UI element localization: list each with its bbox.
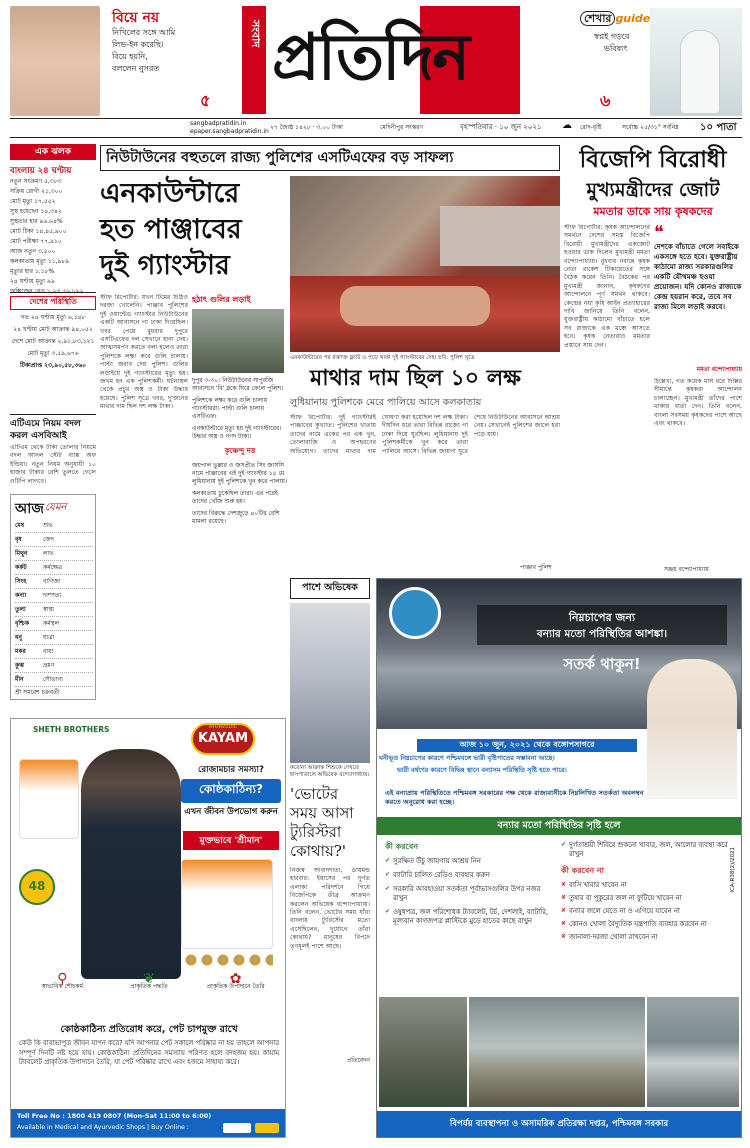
govt-dos	[385, 841, 555, 931]
rashi-note: সৌভাগ্য	[43, 676, 63, 683]
right-teaser-brand-b: guide	[615, 12, 651, 25]
paashe-body: নিজস্ব সংবাদদাতা, ডায়মন্ড হারবার: ইয়াসের পর দুর্গত এলাকা পরিদর্শনে গিয়ে বিজেপিকে তীব্র আক্রমণ করলেন অভিষেক বন্দ্যোপাধ্যায়। তিনি বলেন, ভোটের সময় যাঁরা বাংলায় ট্যুরিস্টের মতো এসেছিলেন, দুর্যোগে তাঁরা কোথায়? মানুষের বিপদে তৃণমূলই পাশে আছে।	[290, 867, 370, 950]
edition-line: ২৭ জ্যৈষ্ঠ ১৪২৮ · ৩.০০ টাকা	[270, 124, 343, 131]
sub-byline: পাঞ্জাব পুলিশ	[520, 564, 552, 571]
flood-photo-3	[647, 997, 739, 1107]
rashi-name: কুম্ভ	[15, 662, 24, 669]
check-icon: ✔	[385, 871, 391, 878]
left-teaser-photo	[10, 6, 100, 116]
govt-ad[interactable]	[376, 578, 742, 1138]
do-head: কী করবেন	[385, 842, 419, 851]
logo-prefix-text: সংবাদ	[249, 20, 262, 48]
ad-product-jar	[19, 759, 79, 839]
web-url-1[interactable]: sangbadpratidin.in	[190, 120, 247, 127]
ad-badge-text: 48	[28, 879, 46, 893]
rashi-row	[15, 659, 93, 673]
cross-icon: ✘	[561, 881, 567, 888]
rashi-name: তুলা	[15, 606, 26, 613]
do-item	[385, 908, 555, 926]
rashi-note: কর্মস্থল	[43, 620, 59, 627]
govt-footer: বিপর্যয় ব্যবস্থাপনা ও অসামরিক প্রতিরক্ষা দপ্তর, পশ্চিমবঙ্গ সরকার	[377, 1111, 741, 1137]
rashi-name: সিংহ	[15, 578, 27, 585]
desher-stat: টিকাপ্রাপ্ত ২৩,৯০,৫৮,৩৬০	[19, 362, 87, 369]
lead-bullet: পুলিশকে লক্ষ্য করে গুলি চালায় গ্যাংস্টাররা। পাল্টা গুলি চালায় এসটিএফ।	[192, 397, 268, 420]
left-teaser-title[interactable]: বিয়ে নয়	[112, 10, 160, 26]
sidebar-rule-2	[10, 414, 96, 415]
rashi-row	[15, 533, 93, 547]
ad-model	[81, 749, 181, 979]
rashi-name: কর্কট	[15, 564, 27, 571]
rashi-note: শুভ	[43, 522, 53, 529]
stat-row: মোট টিকা ১৪,৪৫,৯০০	[10, 228, 67, 235]
weather: রোদ-বৃষ্টি	[580, 124, 602, 131]
flipkart-logo-icon[interactable]	[255, 1123, 279, 1133]
masthead	[0, 0, 750, 162]
govt-alert-3: ভারী বর্ষণের কারণে বিভিন্ন স্থানে বন্যাসম পরিস্থিতি সৃষ্টি হতে পারে।	[397, 766, 567, 774]
lead-bullet-2: জয়পাল ভুল্লার ও জসপ্রীত সিং জাসসি নামে পাঞ্জাবের এই দুই গ্যাংস্টার ১৫ মে লুধিয়ানায় দুই পুলিশকে খুন করে পালায়।	[192, 462, 288, 485]
rashi-name: মীন	[15, 676, 24, 683]
dont-text: বাসি খাবার খাবেন না	[569, 881, 627, 889]
rashi-name: মেষ	[15, 522, 25, 529]
ad-body: কেউ কি বাবাভাপুত্র জীবন যাপন করে? যদি আপনার পেট সকালে পরিষ্কার না হয় তাহলে আপনার সম্পূর্ণ দিনটি নষ্ট হয়ে যায়। কোষ্ঠকাঠিন্য প্রতিদিনের সমস্যায় পরিণত হলে বদহজম হয়। কায়াম ট্যাবলেট প্রাকৃতিক উপাদানে তৈরি, যা পেট পরিষ্কার রাখে এবং হজমে সাহায্য করে।	[19, 1039, 279, 1067]
paashe-caption: করোনা আক্রান্ত শিশুকে দেখতে হাসপাতালে অভিষেক বন্দ্যোপাধ্যায়।	[290, 765, 370, 778]
paashe-quote-head[interactable]: 'ভোটের সময় আসা ট্যুরিস্টরা কোথায়?'	[290, 785, 354, 860]
sub-headline[interactable]: মাথার দাম ছিল ১০ লক্ষ	[310, 366, 521, 391]
sidebar	[10, 144, 96, 704]
dont-text: কোনও খোলা বৈদ্যুতিক যন্ত্রপাতি ব্যবহার করবেন না	[569, 920, 707, 928]
rashi-row	[15, 603, 93, 617]
rashi-row	[15, 519, 93, 533]
ad-q4: মুক্তভাবে 'শ্রীমান'	[183, 831, 279, 850]
rashi-name: বৃশ্চিক	[15, 620, 30, 627]
do-text: সুরক্ষিত উঁচু জায়গায় আশ্রয় নিন	[393, 857, 481, 865]
rashi-note: দাম্পত্য	[43, 592, 62, 599]
govt-band: বন্যার মতো পরিস্থিতির সৃষ্টি হলে	[377, 817, 741, 835]
rashi-note: বাণিজ্য	[43, 578, 61, 585]
stat-row: সুস্থতার হার ৯৬.৬৪%	[10, 218, 63, 225]
ad-tagline: কোষ্ঠকাঠিন্য প্রতিরোধ করে, পেট চাপমুক্ত রাখে	[60, 1024, 238, 1035]
lead-headline-line-2: হত পাঞ্জাবের	[100, 214, 242, 245]
ad-product-box	[181, 859, 273, 949]
lead-photo[interactable]	[290, 176, 560, 352]
left-teaser-line-3: বিয়ে হয়নি,	[112, 52, 148, 61]
check-icon: ✔	[385, 857, 391, 864]
cross-icon: ✘	[561, 933, 567, 940]
do-item	[561, 841, 733, 859]
govt-donts	[561, 841, 733, 946]
ad-icon-label: প্রাকৃতিক উপাদানে তৈরি	[206, 983, 265, 990]
lead-kicker[interactable]: নিউটাউনের বহুতলে রাজ্য পুলিশের এসটিএফের বড় সাফল্য	[106, 150, 454, 166]
ad-q2: কোষ্ঠকাঠিন্য?	[181, 779, 281, 803]
govt-alert-2: ঘনীভূত নিম্নচাপের কারণে পশ্চিমবঙ্গে ভারী বৃষ্টিপাতের সম্ভাবনা আছে।	[379, 754, 555, 762]
stat-row: সুস্থ হয়েছেন ১৪,৩৪২	[10, 208, 62, 215]
rashi-name: মকর	[15, 648, 26, 655]
sidebar-rule	[10, 292, 96, 293]
rashi-note: জেদ	[43, 536, 54, 543]
do-text: দুর্গতাশ্রয়ী শিবিরে শুকনো খাবার, জল, আলোর ব্যবস্থা করে রাখুন	[569, 841, 728, 858]
right-kicker: মমতার ডাকে সায় কৃষকদের	[593, 205, 713, 218]
rashi-row	[15, 645, 93, 659]
dont-text: বন্যার জলে যেতে না ও এগিয়ে যাবেন না	[569, 907, 680, 915]
ad-tablets	[181, 951, 273, 969]
sub-body: স্টাফ রিপোর্টার: দুই গ্যাংস্টারই পাঞ্জাবের কুখ্যাত। পুলিশের খাতায় তাদের নামে একের পর এক খুন, তোলাবাজি ও অপহরণের অভিযোগ। তাদের মাথার দাম ঘোষণা করা হয়েছিল দশ লক্ষ টাকা। দীর্ঘদিন ধরে তারা বিভিন্ন রাজ্যে গা ঢাকা দিয়ে ঘুরছিল। লুধিয়ানায় দুই পুলিশকর্মীকে খুন করে তারা পালিয়ে আসে। বিভিন্ন জায়গা ঘুরে শেষে নিউটাউনের আবাসনে আশ্রয় নেয়। সেখানেই পুলিশের জালে ধরা পড়ে যায়।	[290, 414, 560, 455]
rashi-row	[15, 631, 93, 645]
dateline-rule-top	[10, 118, 742, 119]
ad-avail: Available in Medical and Ayurvedic Shops | Buy Online :	[17, 1124, 189, 1131]
ad-icon-row	[19, 971, 279, 1019]
ad-icon-item	[201, 971, 271, 1019]
ad-q1: রোজামচার সমস্যা?	[198, 765, 264, 775]
rashi-note: লাভ	[43, 550, 54, 557]
sub-kicker: লুধিয়ানায় পুলিশকে মেরে পালিয়ে আসে কলকাতায়	[290, 397, 482, 408]
lead-bullet-2: কলকাতায় ঢুকেছিল তারা। এর পরেই তাদের খোঁজ শুরু হয়।	[192, 490, 279, 505]
ad-q3: এখন জীবন উপভোগ করুন	[184, 807, 278, 817]
desher-stat: মোট মৃত্যু ৩,৫৯,৬৭৬	[27, 350, 79, 357]
rashi-note: ভ্রমণ	[43, 662, 55, 669]
stat-row: ২৪ ঘণ্টায় মৃত্যু ৯৯	[10, 278, 55, 285]
ad-brand: KAYAM	[197, 731, 249, 746]
right-teaser-brand-a: শেখার	[580, 11, 615, 26]
stat-row: আজ নতুন ৩,৫০০	[10, 248, 56, 255]
rashi-row	[15, 617, 93, 631]
right-body-2: উল্লেখ্য, গত কয়েক মাস ধরে দিল্লির সীমান্তে কৃষকরা আন্দোলন চালাচ্ছেন। মুখ্যমন্ত্রী তাঁদের পাশে থাকার বার্তা দেন। তিনি বলেন, বাংলা সবসময় কৃষকদের পাশে আছে এবং থাকবে।	[654, 378, 742, 428]
rashi-note: বাধা	[43, 648, 54, 655]
logo[interactable]: প্রতিদিন	[272, 20, 469, 95]
atm-headline[interactable]: এটিএমে নিয়ম বদল করল এসবিআই	[10, 419, 81, 441]
right-teaser-page: ৬	[600, 91, 611, 110]
dont-text: তুষার বা পুকুরের জল না ফুটিয়ে খাবেন না	[569, 894, 682, 902]
do-text: সরকারি আবহাওয়া সতর্কতা পূর্বাভাসগুলির উপর নজর রাখুন	[393, 885, 541, 902]
ad-brand-sub: AYURVEDIC	[208, 724, 238, 730]
leaf-icon: ❦	[143, 971, 155, 987]
govt-line3: সতর্ক থাকুন!	[563, 655, 641, 673]
temperature: সর্বোচ্চ ২৫/৩১° সর্বনিম্ন	[622, 124, 679, 131]
dont-item	[561, 894, 733, 903]
lead-headline[interactable]	[100, 176, 286, 284]
lead-headline-line-3: দুই গ্যাংস্টার	[100, 250, 230, 281]
do-text: ব্যাটারি চালিত রেডিও ব্যবহার করুন	[393, 871, 490, 879]
lead-bullet: দুপুর ৩-৩০: নিউটাউনের সাপুরজি আবাসনে 'বি' ব্লকে ঘিরে ফেলে পুলিশ।	[192, 377, 284, 392]
herb-icon: ✿	[229, 971, 242, 987]
flood-photo-1	[379, 997, 467, 1107]
astro-byline: শ্রী সমরেশ চক্রবর্তী	[15, 689, 60, 696]
right-story	[564, 144, 742, 576]
lead-sidebar-head: হঠাৎ গুলির লড়াই	[192, 295, 251, 304]
right-body: স্টাফ রিপোর্টার: কৃষক আন্দোলনের সমর্থনে দেশের সমস্ত বিজেপি বিরোধী মুখ্যমন্ত্রীদের একজোট হওয়ার ডাক দিলেন মুখ্যমন্ত্রী মমতা বন্দ্যোপাধ্যায়। বুধবার নবান্নে কৃষক নেতা রাকেশ টিকায়েতের সঙ্গে বৈঠক করেন তিনি। বৈঠকের পর মুখ্যমন্ত্রী জানান, কৃষকদের আন্দোলনে পূর্ণ সমর্থন থাকবে। কেন্দ্রের নয়া কৃষি আইন প্রত্যাহারের দাবি জানিয়ে তিনি বলেন, যুক্তরাষ্ট্রীয় কাঠামো বাঁচাতে হলে সব রাজ্যকে এক মঞ্চে আসতে হবে। কৃষক নেতারাও মমতার প্রস্তাবে সায় দেন।	[564, 224, 650, 349]
cross-icon: ✘	[561, 894, 567, 901]
rashi-name: ধনু	[15, 634, 22, 641]
govt-alert-1: আজ ১০ জুন, ২০২১ থেকে বঙ্গোপসাগরে	[417, 739, 637, 752]
right-quote: দেশকে বাঁচাতে গেলে সবাইকে একসঙ্গে হতে হবে। যুক্তরাষ্ট্রীয় কাঠামো রাজ্য সরকারগুলির একটি যৌথমঞ্চ হওয়া প্রয়োজন। যদি কোনও রাজ্যকে কেন্দ্র হয়রান করে, তবে সব রাজ্য মিলে লড়াই করবে।	[654, 242, 742, 311]
stat-row: মোট মৃত্যু ১৭,৫৫২	[10, 198, 56, 205]
ad-footer	[11, 1109, 285, 1137]
lab-person-silhouette	[680, 30, 720, 114]
lead-body: স্টাফ রিপোর্টার: যখন টিমের চিঠিও দরজা খোলেনি। পাঞ্জাব পুলিশের দুই ওয়ান্টেড গ্যাংস্টার নিউটাউনের একটি আবাসনে গা ঢাকা দিয়েছিল। খবর পেয়ে বুধবার দুপুরে এসটিএফের দল সেখানে হানা দেয়। আত্মসমর্পণ করতে বলা হলেও তারা পুলিশকে লক্ষ্য করে গুলি চালায়। পাল্টা জবাব দেয় পুলিশ। গুলির লড়াইয়ে দুই গ্যাংস্টারের মৃত্যু হয়। জখম হন এক পুলিশকর্মী। ঘটনাস্থল থেকে প্রচুর অস্ত্র ও টাকা উদ্ধার হয়েছে। পুলিশ সূত্রে খবর, দু'জনের মাথার দাম ছিল দশ লক্ষ টাকা।	[100, 294, 188, 411]
paashe-head[interactable]: পাশে অভিষেক	[290, 578, 370, 599]
right-quote-box	[654, 224, 742, 364]
do-item	[385, 857, 555, 866]
ayurveda-ad[interactable]	[10, 718, 286, 1138]
dont-item	[561, 933, 733, 942]
ad-icon-label: প্রাকৃতিক পদ্ধতি	[130, 983, 168, 990]
quote-mark-icon: ❝	[654, 222, 664, 243]
flood-photo-2	[469, 997, 645, 1107]
ad-icon-item	[27, 971, 97, 1019]
check-icon: ✔	[385, 908, 391, 915]
bangla24-label: বাংলায় ২৪ ঘণ্টায়	[10, 166, 72, 176]
left-teaser-line-4: বললেন নুসরত	[112, 64, 160, 73]
left-teaser-line-1: নিখিলের সঙ্গে আমি	[112, 28, 176, 37]
desher-stat: গত ২৪ ঘণ্টায় মৃত্যু ৬,১৪৮	[20, 314, 86, 321]
lead-bullet: এনকাউন্টারে মৃত্যু হয় দুই গ্যাংস্টারের। উদ্ধার অস্ত্র ও নগদ টাকা।	[192, 425, 282, 440]
location-line: মেদিনীপুর সংস্করণ	[380, 124, 424, 131]
rashi-note: যাত্রা	[43, 634, 55, 641]
govt-line2: বন্যার মতো পরিস্থিতির আশঙ্কা।	[536, 628, 668, 640]
photo-body	[340, 286, 490, 326]
govt-line1: নিম্নচাপের জন্য	[568, 611, 636, 624]
desher-label: দেশের পরিস্থিতি	[10, 296, 96, 310]
do-item	[385, 871, 555, 880]
right-quote-by: মমতা বন্দ্যোপাধ্যায়	[696, 366, 742, 373]
lead-bullet-2: তাদের বিরুদ্ধে দেশজুড়ে ৪০টির বেশি মামলা রয়েছে।	[192, 510, 280, 525]
right-byline: সঞ্জয় বন্দ্যোপাধ্যায়	[664, 566, 709, 573]
horoscope-box	[10, 494, 96, 700]
desher-stat: ২৪ ঘণ্টায় মোট আক্রান্ত ৯৪,০৫২	[13, 326, 93, 333]
govt-code: ICA-R38(2)/2021	[730, 847, 736, 893]
ek-jhalak-label: এক ঝলক	[10, 144, 96, 160]
rashi-name: মিথুন	[15, 550, 28, 557]
right-headline-line-1[interactable]: বিজেপি বিরোধী	[579, 147, 727, 173]
lead-headline-line-1: এনকাউন্টারে	[100, 178, 240, 209]
do-item	[385, 885, 555, 903]
ad-icon-label: স্বাভাবিক শৌচকর্ম	[41, 983, 83, 990]
cross-icon: ✘	[561, 907, 567, 914]
day-line: বৃহস্পতিবার · ১০ জুন ২০২১	[460, 123, 542, 131]
ad-company: SHETH BROTHERS	[33, 725, 110, 734]
dont-text: জানালা-দরজা খোলা রাখবেন না	[569, 933, 658, 941]
ad-icon-item	[114, 971, 184, 1019]
cm-photo	[647, 659, 737, 799]
lead-sidebar-box	[192, 294, 288, 710]
dont-item	[561, 881, 733, 890]
aaj-label: আজ	[15, 501, 44, 517]
rashi-row	[15, 547, 93, 561]
check-icon: ✔	[385, 885, 391, 892]
stat-row: মৃত্যুর হার ১.১৮%	[10, 268, 55, 275]
lead-photo-caption: এনকাউন্টারের পর রক্তাক্ত ফ্ল্যাট ও পড়ে থাকা দুই গ্যাংস্টারের দেহ। ছবি: পুলিশ সূত্রে	[290, 355, 475, 361]
rashi-row	[15, 575, 93, 589]
rashi-note: স্বাস্থ্য	[43, 606, 55, 613]
dont-head: কী করবেন না	[561, 866, 604, 875]
paashe-photo	[290, 603, 370, 763]
left-teaser-line-2: লিভ-ইন করেছি।	[112, 40, 164, 49]
right-teaser-line-2: ভবিষ্যৎ	[604, 44, 628, 53]
right-teaser-line-1: স্বপ্নই গড়বে	[594, 32, 630, 41]
dont-item	[561, 920, 733, 929]
jemon-label: যেমন	[45, 502, 67, 513]
stat-row: মোট পরীক্ষা ৭৭,৯১০	[10, 238, 62, 245]
do-text: ওষুধপত্র, জল পরিশোধক ট্যাবলেট, টর্চ, দেশলাই, ব্যাটারি, মূল্যবান কাগজপত্র প্লাস্টিকে মুড়ে হাতের কাছে রাখুন	[393, 908, 548, 925]
stat-row: নতুন সংক্রমণ ৫,৩৮৩	[10, 178, 62, 185]
web-url-2[interactable]: epaper.sangbadpratidin.in	[190, 128, 269, 135]
ad-tollfree[interactable]: Toll Free No : 1800 419 0807 (Mon-Sat 11:00 to 6:00)	[17, 1112, 212, 1120]
govt-emblem-icon	[389, 587, 441, 639]
photo-bed	[440, 206, 560, 266]
right-headline-line-2[interactable]: মুখ্যমন্ত্রীদের জোট	[586, 179, 720, 201]
rashi-row	[15, 589, 93, 603]
rashi-note: কর্মক্ষেত্র	[43, 564, 63, 571]
cross-icon: ✘	[561, 920, 567, 927]
stat-row: কলকাতায় মৃত্যু ১১,৯৮৯	[10, 258, 70, 265]
dateline-rule-bottom	[10, 137, 742, 138]
atm-text: এটিএম থেকে টাকা তোলার নিয়মে বদল আনল স্টেট ব্যাঙ্ক অফ ইন্ডিয়া। নতুন নিয়ম অনুযায়ী ১০ হাজার টাকার বেশি তুলতে গেলে ওটিপি লাগবে।	[10, 444, 96, 485]
desher-stats-list	[10, 314, 96, 374]
paashe-block	[290, 578, 370, 1110]
page-count: ১০ পাতা	[700, 122, 737, 133]
lead-sidebar-photo	[192, 309, 284, 373]
rashi-name: কন্যা	[15, 592, 27, 599]
left-teaser-page: ৫	[200, 91, 211, 110]
stat-row: সক্রিয় রোগী ২১,৩০০	[10, 188, 63, 195]
right-teaser-brand[interactable]	[580, 10, 650, 29]
rashi-row	[15, 673, 93, 687]
govt-notice: এই বন্যাপ্রায় পরিস্থিতিতে পশ্চিমবঙ্গ সরকারের পক্ষ থেকে রাজ্যবাসীকে নিম্নলিখিত সতর্কতা অবলম্বন করতে অনুরোধ করা হচ্ছে।	[385, 789, 644, 806]
govt-alert-box	[377, 737, 647, 785]
rashi-name: বৃষ	[15, 536, 22, 543]
lead-byline: কৃষ্ণেন্দু দত্ত	[224, 447, 256, 455]
desher-stat: দেশে মোট আক্রান্ত ২,৯১,৮৩,১২১	[11, 338, 95, 345]
check-icon: ✔	[561, 841, 567, 848]
paashe-byline: প্রতিবেদন	[346, 1057, 370, 1064]
covid-stats-list	[10, 178, 96, 298]
rashi-list	[15, 519, 93, 687]
dont-item	[561, 907, 733, 916]
toilet-icon: ⚲	[57, 971, 68, 987]
rashi-row	[15, 561, 93, 575]
weather-icon: ☁	[562, 120, 572, 131]
amazon-logo-icon[interactable]	[223, 1123, 251, 1133]
